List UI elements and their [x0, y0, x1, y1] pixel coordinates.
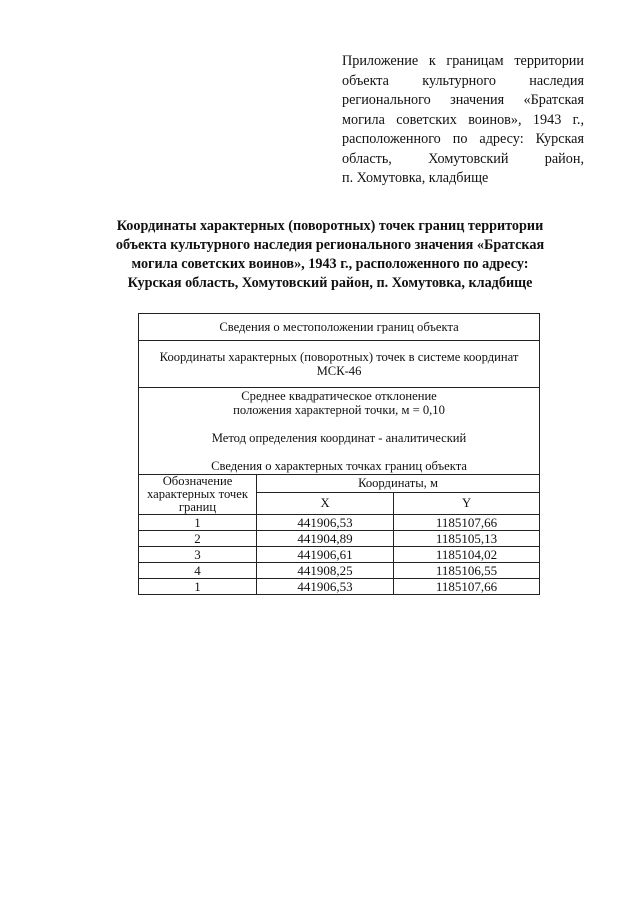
table-row [139, 547, 540, 563]
accuracy-cell [139, 388, 540, 475]
point-x: 441906,61 [257, 547, 394, 563]
table-row [139, 579, 540, 595]
coordinate-system-text: Координаты характерных (поворотных) точек в системе координат [159, 350, 519, 364]
points-header-text: Сведения о характерных точках границ объекта [211, 459, 467, 473]
table-row [139, 515, 540, 531]
appendix-line: Приложение к границам территории [342, 53, 584, 69]
point-label-header-line: Обозначение [162, 474, 233, 488]
point-id: 1 [139, 579, 257, 595]
x-header: X [257, 492, 394, 514]
coordinates-table [138, 313, 540, 595]
accuracy-row [139, 388, 540, 475]
appendix-line: п. Хомутовка, кладбище [342, 170, 489, 186]
point-y: 1185104,02 [394, 547, 540, 563]
point-x: 441904,89 [257, 531, 394, 547]
point-id: 1 [139, 515, 257, 531]
point-id: 4 [139, 563, 257, 579]
point-y: 1185106,55 [394, 563, 540, 579]
method-text: Метод определения координат - аналитический [211, 431, 467, 445]
accuracy-text: Среднее квадратическое отклонение [241, 389, 437, 403]
appendix-line: область, Хомутовский район, [342, 150, 584, 167]
appendix-line: объекта культурного наследия [342, 72, 584, 89]
table-row [139, 563, 540, 579]
accuracy-value: положения характерной точки, м = 0,10 [233, 403, 445, 417]
point-id: 3 [139, 547, 257, 563]
appendix-line: расположенного по адресу: Курская [342, 131, 584, 147]
appendix-line: регионального значения «Братская [342, 92, 584, 108]
point-id: 2 [139, 531, 257, 547]
point-label-header [139, 475, 257, 515]
point-y: 1185107,66 [394, 579, 540, 595]
point-label-header-line: границ [178, 500, 217, 514]
coordinate-system-row [139, 341, 540, 388]
coordinate-system-name: МСК-46 [316, 364, 362, 378]
point-y: 1185105,13 [394, 531, 540, 547]
location-header-cell: Сведения о местоположении границ объекта [139, 314, 540, 341]
title-line: могила советских воинов», 1943 г., расположенного по адресу: [131, 256, 529, 272]
point-label-header-line: характерных точек [147, 487, 248, 501]
table-row [139, 531, 540, 547]
coordinate-system-cell [139, 341, 540, 388]
point-x: 441906,53 [257, 579, 394, 595]
y-header: Y [394, 492, 540, 514]
coords-header: Координаты, м [257, 475, 540, 493]
column-header-row [139, 475, 540, 493]
point-x: 441908,25 [257, 563, 394, 579]
table-header-row [139, 314, 540, 341]
point-x: 441906,53 [257, 515, 394, 531]
point-y: 1185107,66 [394, 515, 540, 531]
document-title [100, 217, 560, 293]
title-line: объекта культурного наследия регионального значения «Братская [115, 237, 545, 253]
appendix-line: могила советских воинов», 1943 г., [342, 111, 584, 128]
appendix-note [342, 52, 584, 189]
title-line: Курская область, Хомутовский район, п. Хомутовка, кладбище [127, 275, 533, 291]
title-line: Координаты характерных (поворотных) точек границ территории [116, 218, 544, 234]
